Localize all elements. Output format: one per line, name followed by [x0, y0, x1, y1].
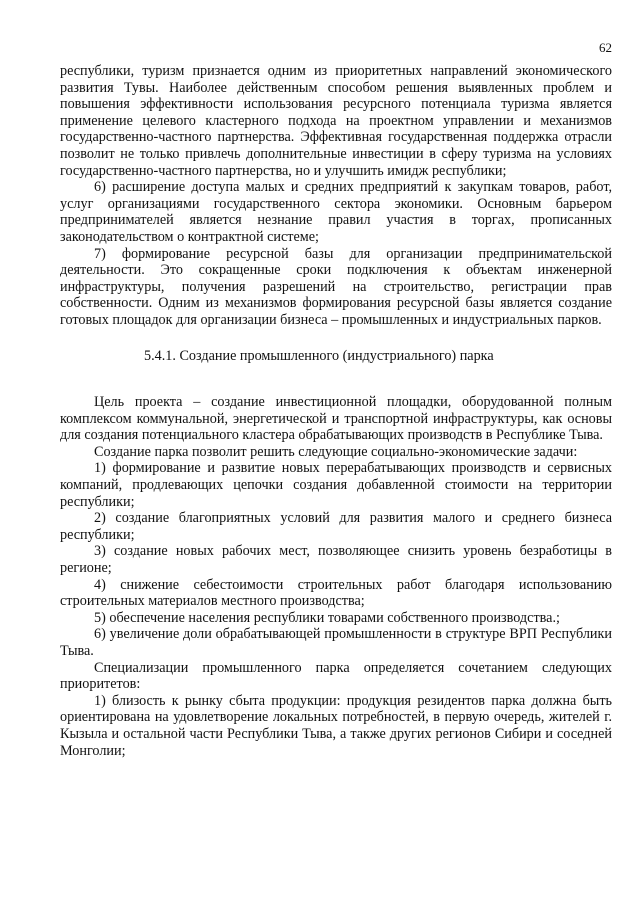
paragraph-item-7: 7) формирование ресурсной базы для организации предпринимательской деятельности. Это сокращенные сроки подключения к объектам инженерной инфраструктуры, получения разрешений на строительство, регистрации прав собственности. Одним из механизмов формирования ресурсной базы является создание готовых площадок для организации бизнеса – промышленных и индустриальных парков.	[60, 245, 612, 328]
page-number: 62	[599, 40, 612, 55]
paragraph-item-6: 6) расширение доступа малых и средних предприятий к закупкам товаров, работ, услуг организациями государственного сектора экономики. Основным барьером предпринимателей является незнание правил участия в торгах, прописанных законодательством о контрактной системе;	[60, 179, 612, 245]
paragraph-task-1: 1) формирование и развитие новых перерабатывающих производств и сервисных компаний, продлевающих цепочки создания добавленной стоимости на территории республики;	[60, 460, 612, 510]
paragraph-continuation: республики, туризм признается одним из приоритетных направлений экономического развития Тувы. Наиболее действенным способом решения выявленных проблем и повышения эффективности использования ресурсного потенциала туризма является применение целевого кластерного подхода на проектном управлении и механизмов государственно-частного партнерства. Эффективная государственная поддержка отрасли позволит не только привлечь дополнительные инвестиции в сферу туризма на условиях государственно-частного партнерства, но и улучшить имидж республики;	[60, 63, 612, 179]
paragraph-task-6: 6) увеличение доли обрабатывающей промышленности в структуре ВРП Республики Тыва.	[60, 626, 612, 659]
paragraph-task-2: 2) создание благоприятных условий для развития малого и среднего бизнеса республики;	[60, 510, 612, 543]
paragraph-project-goal: Цель проекта – создание инвестиционной площадки, оборудованной полным комплексом коммунальной, энергетической и транспортной инфраструктуры, как основы для создания потенциального кластера обрабатывающих производств в Республике Тыва.	[60, 394, 612, 444]
section-heading: 5.4.1. Создание промышленного (индустриального) парка	[144, 347, 494, 364]
paragraph-task-5: 5) обеспечение населения республики товарами собственного производства.;	[94, 609, 560, 626]
paragraph-priority-1: 1) близость к рынку сбыта продукции: продукция резидентов парка должна быть ориентирована на удовлетворение локальных потребностей, в первую очередь, жителей г. Кызыла и остальной части Республики Тыва, а также других регионов Сибири и соседней Монголии;	[60, 692, 612, 759]
paragraph-task-3: 3) создание новых рабочих мест, позволяющее снизить уровень безработицы в регионе;	[60, 543, 612, 577]
paragraph-task-4: 4) снижение себестоимости строительных работ благодаря использованию строительных материалов местного производства;	[60, 576, 612, 610]
paragraph-tasks-intro: Создание парка позволит решить следующие социально-экономические задачи:	[94, 443, 578, 460]
page-body	[60, 63, 612, 759]
paragraph-priorities-intro: Специализации промышленного парка определяется сочетанием следующих приоритетов:	[60, 659, 612, 693]
